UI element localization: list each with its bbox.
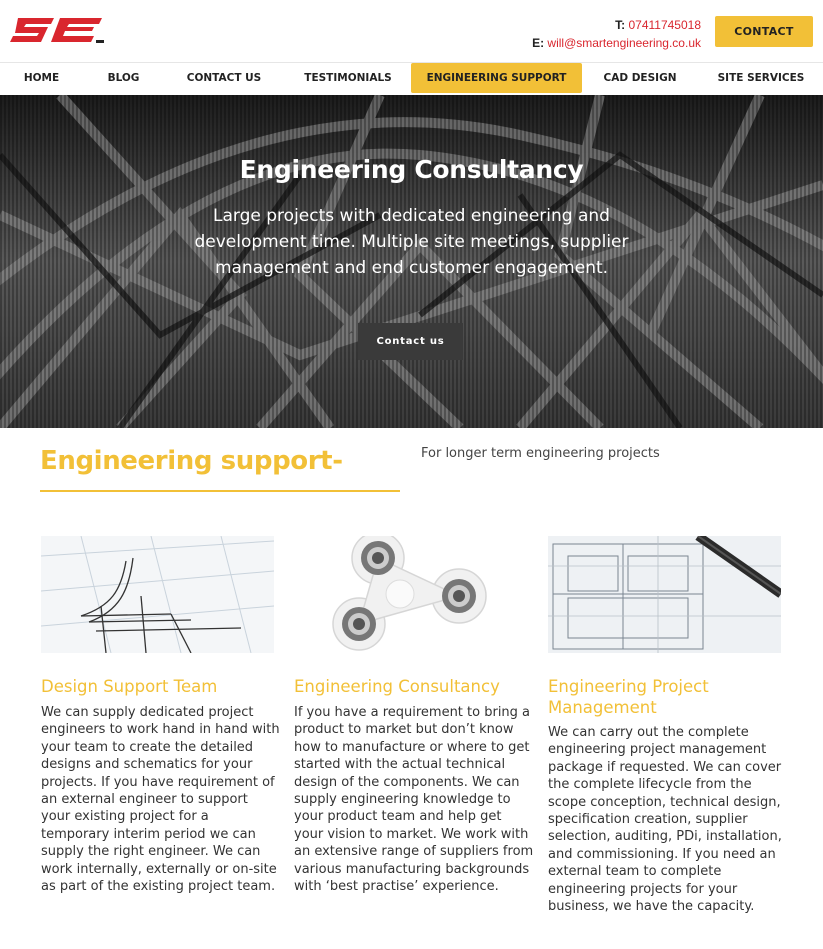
nav-item-blog[interactable]: BLOG <box>107 72 140 84</box>
email-label: E: <box>532 36 545 50</box>
nav-item-testimonials[interactable]: TESTIMONIALS <box>304 72 392 84</box>
design-sketch-image <box>41 536 274 653</box>
card-body-engineering-consultancy: If you have a requirement to bring a product to market but don’t know how to manufacture or where to get started with the actual technical design of the components. We can supply engineering knowledge to your product team and help get your vision to market. We work with an extensive range of suppliers from various manufacturing backgrounds with ‘best practise’ experience. <box>294 705 534 895</box>
card-title-engineering-consultancy: Engineering Consultancy <box>294 677 500 696</box>
hero-contact-button[interactable]: Contact us <box>358 323 463 360</box>
nav-item-contact-us[interactable]: CONTACT US <box>186 72 262 84</box>
card-title-design-support: Design Support Team <box>41 677 218 696</box>
phone-label: T: <box>615 18 626 32</box>
email-link[interactable]: will@smartengineering.co.uk <box>547 36 701 50</box>
card-title-project-management: Engineering Project Management <box>548 677 709 717</box>
main-nav <box>0 62 823 95</box>
blueprint-pen-image <box>548 536 781 653</box>
hero-title: Engineering Consultancy <box>239 155 584 184</box>
hero-subtitle: Large projects with dedicated engineering and development time. Multiple site meetings, supplier management and end customer engagement. <box>194 206 629 278</box>
hero-banner <box>0 95 823 428</box>
nav-item-cad-design[interactable]: CAD DESIGN <box>603 72 677 84</box>
nav-item-site-services[interactable]: SITE SERVICES <box>717 72 805 84</box>
section-divider <box>40 490 400 492</box>
card-body-design-support: We can supply dedicated project engineers to work hand in hand with your team to create the detailed designs and schematics for your projects. If you have requirement of an external engineer to support your existing project for a temporary interim period we can supply the right engineer. We can work internally, externally or on-site as part of the existing project team. <box>41 705 280 895</box>
phone-number[interactable]: 07411745018 <box>628 18 701 32</box>
logo[interactable] <box>10 14 108 46</box>
section-aside-text: For longer term engineering projects <box>421 446 660 461</box>
contact-info <box>532 16 701 52</box>
fidget-spinner-image <box>294 536 527 653</box>
contact-button[interactable]: CONTACT <box>715 16 813 47</box>
nav-item-home[interactable]: HOME <box>23 72 60 84</box>
site-header <box>0 0 823 62</box>
nav-item-engineering-support[interactable]: ENGINEERING SUPPORT <box>411 63 582 93</box>
card-body-project-management: We can carry out the complete engineering project management package if requested. We can cover the complete lifecycle from the scope conception, technical design, specification creation, supplier selection, auditing, PDi, installation, and commissioning. If you need an external team to complete engineering projects for your business, we have the capacity. <box>548 725 782 915</box>
section-title: Engineering support- <box>40 446 343 476</box>
